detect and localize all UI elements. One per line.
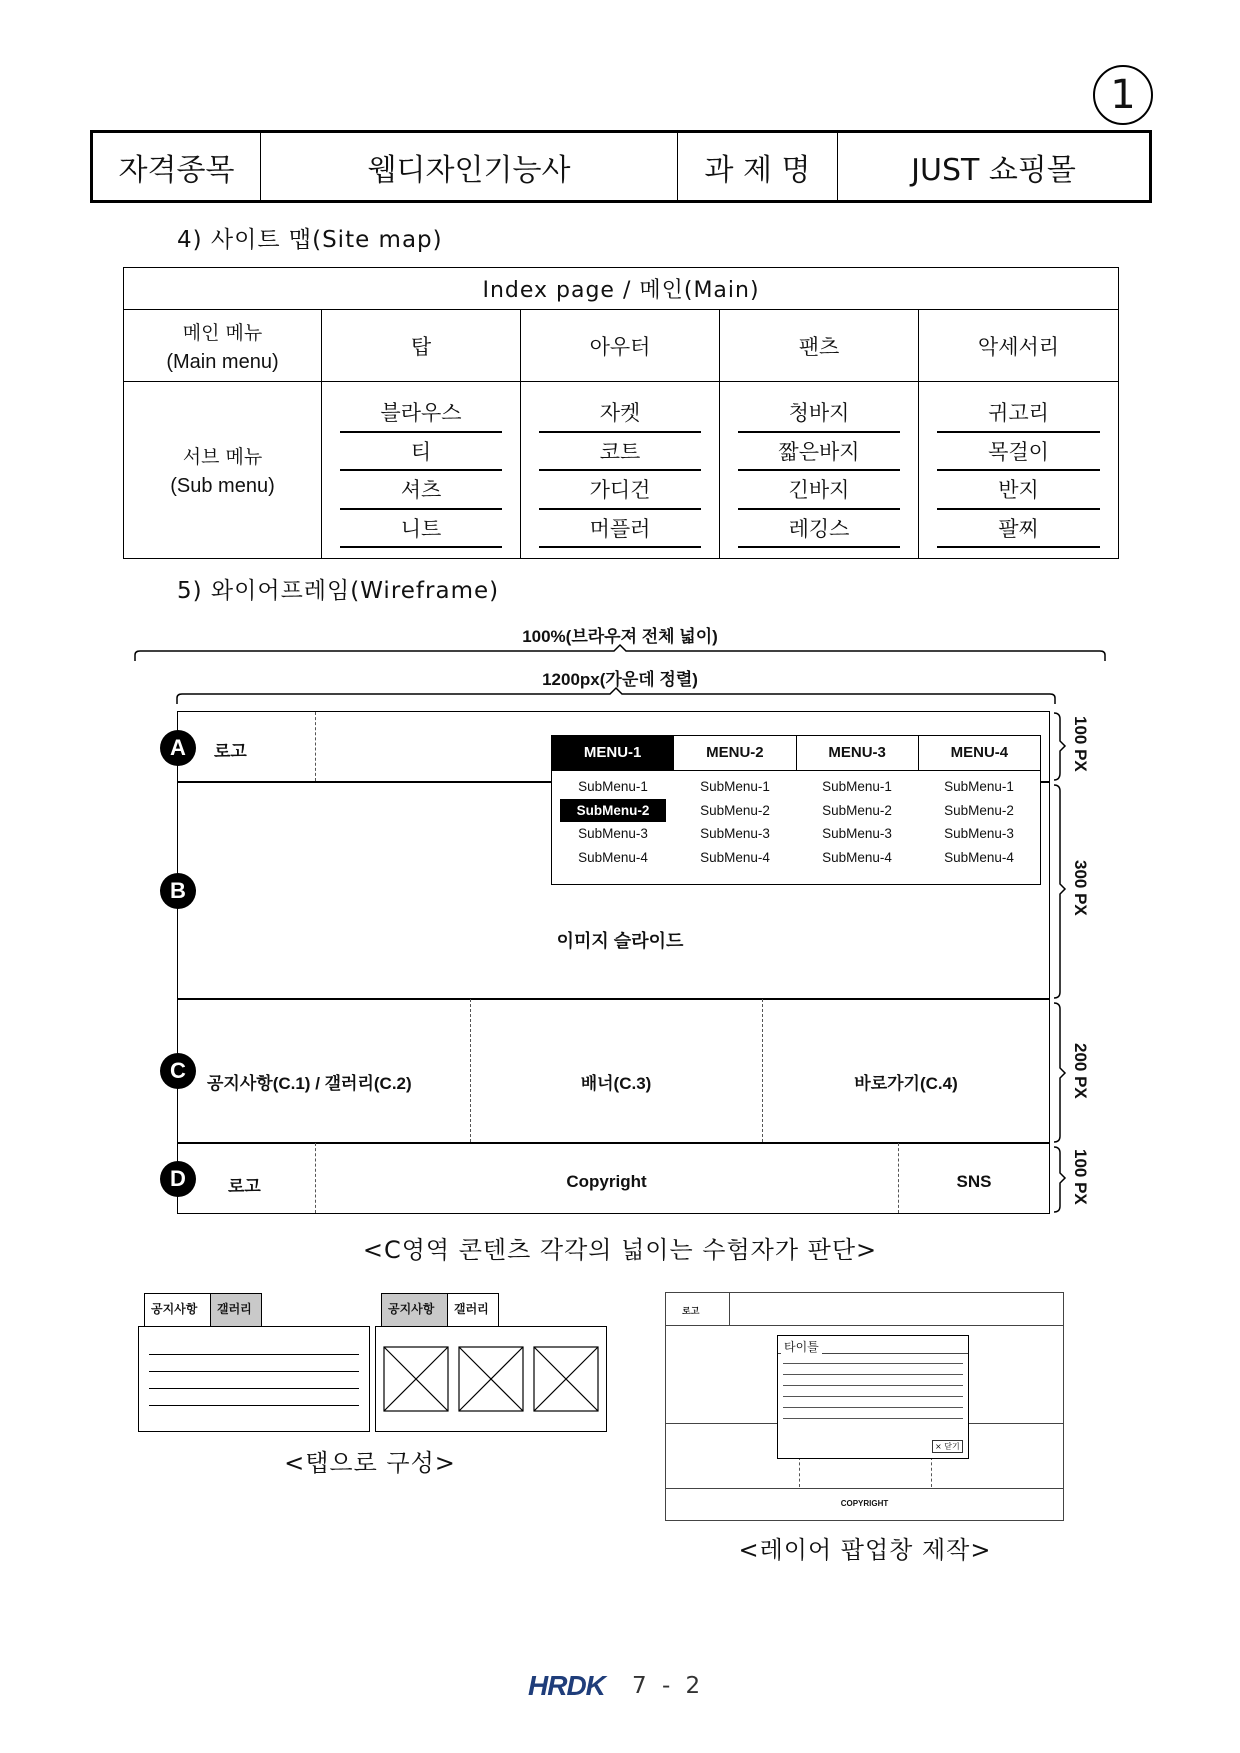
sub-menu-label-cell [124, 382, 322, 559]
sub-item: 블라우스 [340, 394, 502, 433]
gallery-thumbnails [376, 1327, 605, 1430]
divider [799, 1457, 800, 1487]
height-label-d: 100 PX [1071, 1149, 1090, 1205]
width-full-brace [134, 643, 1106, 663]
divider [315, 712, 316, 781]
submenu-item-active[interactable]: SubMenu-2 [560, 799, 666, 823]
tab-gallery[interactable]: 갤러리 [210, 1293, 262, 1326]
c-notice-gallery-label: 공지사항(C.1) / 갤러리(C.2) [207, 1074, 412, 1093]
submenu-item[interactable]: SubMenu-4 [822, 849, 892, 865]
sub-menu-label-en: (Sub menu) [170, 475, 275, 497]
main-menu-outer: 아우터 [521, 310, 720, 382]
submenu-item[interactable]: SubMenu-4 [578, 849, 648, 865]
submenu-column [552, 775, 674, 869]
sub-item: 셔츠 [340, 471, 502, 510]
sub-item: 목걸이 [937, 433, 1100, 472]
main-menu-accessory: 악세서리 [919, 310, 1119, 382]
popup-example-frame [665, 1292, 1064, 1521]
sub-item: 코트 [539, 433, 701, 472]
sub-item: 니트 [340, 510, 502, 549]
wireframe-section-title: 5) 와이어프레임(Wireframe) [177, 578, 500, 604]
main-menu-pants: 팬츠 [720, 310, 919, 382]
page-number: 7 - 2 [632, 1673, 705, 1699]
submenu-item[interactable]: SubMenu-1 [578, 779, 648, 794]
tab-gallery-active[interactable]: 갤러리 [447, 1293, 499, 1326]
page-circle-number: 1 [1093, 65, 1153, 125]
main-menu-top: 탑 [322, 310, 521, 382]
popup-close-button[interactable]: × 닫기 [932, 1440, 963, 1453]
header-label-category: 자격종목 [93, 133, 261, 200]
height-label-b: 300 PX [1071, 860, 1090, 916]
layer-popup[interactable] [777, 1335, 969, 1459]
divider [177, 1142, 1050, 1144]
sub-item: 귀고리 [937, 394, 1100, 433]
submenu-column [674, 775, 796, 869]
main-menu-label: 메인 메뉴 [182, 321, 263, 344]
image-slide-label: 이미지 슬라이드 [556, 931, 684, 951]
sub-menu-label: 서브 메뉴 [182, 446, 263, 468]
sub-list-top [322, 382, 520, 558]
footer-copyright-label: Copyright [566, 1172, 647, 1191]
header-table [90, 130, 1152, 203]
sitemap-section-title: 4) 사이트 맵(Site map) [177, 227, 443, 253]
divider [177, 998, 1050, 1000]
sub-item: 짧은바지 [738, 433, 900, 472]
sub-list-outer [521, 382, 719, 558]
sub-item: 반지 [937, 471, 1100, 510]
sub-item: 티 [340, 433, 502, 472]
tab-notice[interactable]: 공지사항 [381, 1293, 448, 1326]
submenu-item[interactable]: SubMenu-2 [944, 802, 1014, 818]
c-shortcut-label: 바로가기(C.4) [854, 1074, 958, 1093]
submenu-item[interactable]: SubMenu-3 [944, 826, 1014, 841]
wireframe-caption: <C영역 콘텐츠 각각의 넓이는 수험자가 판단> [362, 1236, 878, 1264]
divider [931, 1457, 932, 1487]
tabs-caption: <탭으로 구성> [284, 1449, 456, 1477]
menu-4[interactable]: MENU-4 [919, 736, 1040, 771]
sub-item: 청바지 [738, 394, 900, 433]
badge-b: B [160, 873, 196, 909]
popup-header [666, 1293, 1063, 1326]
submenu-item[interactable]: SubMenu-3 [822, 826, 892, 841]
submenu-item[interactable]: SubMenu-1 [944, 779, 1014, 794]
sub-item: 팔찌 [937, 510, 1100, 549]
sub-item: 레깅스 [738, 510, 900, 549]
sub-item: 긴바지 [738, 471, 900, 510]
header-value-title: JUST 쇼핑몰 [911, 152, 1076, 188]
popup-logo-label: 로고 [682, 1306, 700, 1316]
menu-2[interactable]: MENU-2 [674, 736, 796, 771]
menu-3[interactable]: MENU-3 [797, 736, 919, 771]
footer-sns-label: SNS [956, 1172, 992, 1191]
sitemap-index-title: Index page / 메인(Main) [124, 268, 1119, 310]
c-banner-label: 배너(C.3) [580, 1074, 652, 1093]
footer-logo-label: 로고 [228, 1177, 261, 1196]
submenu-item[interactable]: SubMenu-2 [822, 802, 892, 818]
main-menu-label-en: (Main menu) [166, 350, 279, 373]
main-menu-label-cell [124, 310, 322, 382]
divider [729, 1293, 730, 1326]
submenu-item[interactable]: SubMenu-1 [700, 779, 770, 794]
width-center-brace [176, 686, 1056, 706]
menu-1[interactable]: MENU-1 [552, 736, 674, 771]
height-label-c: 200 PX [1071, 1043, 1090, 1099]
popup-caption: <레이어 팝업창 제작> [738, 1536, 992, 1564]
badge-d: D [160, 1161, 196, 1197]
tab-notice-active[interactable]: 공지사항 [144, 1293, 211, 1326]
submenu-column [918, 775, 1040, 869]
sub-list-accessory [919, 382, 1118, 558]
nav-menu[interactable] [551, 735, 1041, 885]
height-label-a: 100 PX [1071, 716, 1090, 772]
submenu-item[interactable]: SubMenu-4 [700, 849, 770, 865]
divider [666, 1488, 1063, 1489]
sitemap-table [123, 267, 1119, 559]
badge-c: C [160, 1053, 196, 1089]
gallery-panel [375, 1326, 607, 1432]
hrdk-logo: HRDK [528, 1670, 605, 1701]
sub-item: 가디건 [539, 471, 701, 510]
width-full-label: 100%(브라우져 전체 넓이) [522, 627, 718, 646]
sub-list-pants [720, 382, 918, 558]
submenu-item[interactable]: SubMenu-1 [822, 779, 892, 794]
width-center-label: 1200px(가운데 정렬) [542, 670, 698, 689]
notice-panel [138, 1326, 370, 1432]
popup-title: 타이틀 [781, 1338, 822, 1355]
sub-item: 자켓 [539, 394, 701, 433]
submenu-item[interactable]: SubMenu-3 [578, 826, 648, 841]
submenu-item[interactable]: SubMenu-3 [700, 826, 770, 841]
submenu-item[interactable]: SubMenu-2 [700, 802, 770, 818]
sub-item: 머플러 [539, 510, 701, 549]
height-braces [1052, 711, 1072, 1214]
submenu-item[interactable]: SubMenu-4 [944, 849, 1014, 865]
popup-copyright: COPYRIGHT [840, 1499, 889, 1508]
header-logo-label: 로고 [214, 742, 247, 761]
header-value-category: 웹디자인기능사 [261, 133, 678, 200]
header-label-title: 과 제 명 [678, 133, 838, 200]
submenu-column [796, 775, 918, 869]
badge-a: A [160, 730, 196, 766]
